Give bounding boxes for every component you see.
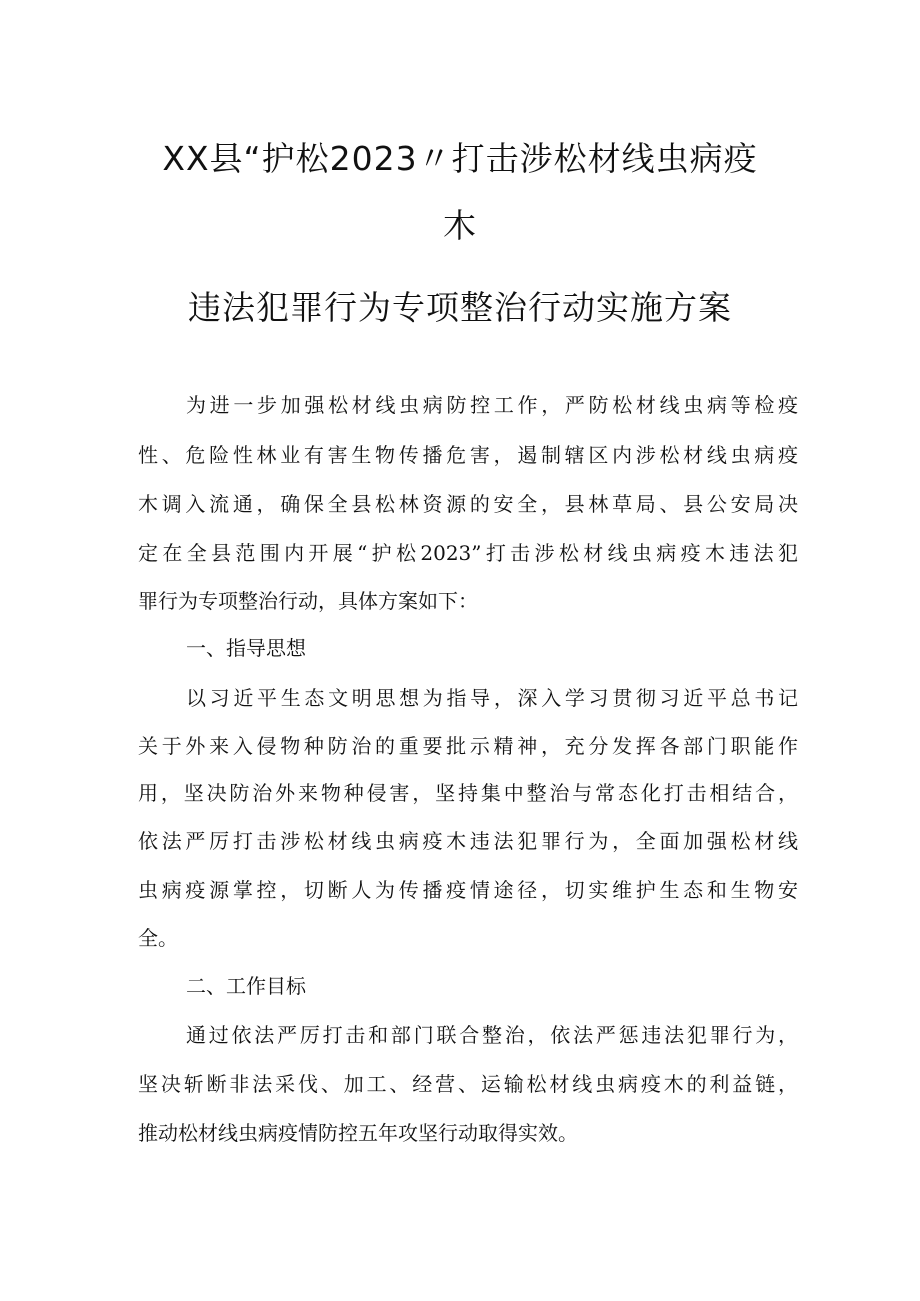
section-heading-work-goals: 二、工作目标 — [186, 974, 306, 998]
document-title-line-1: XX县“护松2023〃打击涉松材线虫病疫 — [162, 139, 758, 178]
guiding-paragraph-line: 依法严厉打击涉松材线虫病疫木违法犯罪行为，全面加强松材线 — [138, 829, 798, 853]
goals-paragraph-line: 推动松材线虫病疫情防控五年攻坚行动取得实效。 — [138, 1121, 578, 1145]
intro-paragraph-line: 定在全县范围内开展“护松2023”打击涉松材线虫病疫木违法犯 — [138, 541, 798, 565]
goals-paragraph-line: 坚决斩断非法采伐、加工、经营、运输松材线虫病疫木的利益链， — [138, 1072, 798, 1096]
section-heading-guiding-ideology: 一、指导思想 — [186, 636, 306, 660]
guiding-paragraph-line: 用，坚决防治外来物种侵害，坚持集中整治与常态化打击相结合， — [138, 781, 798, 805]
intro-paragraph-line: 罪行为专项整治行动，具体方案如下： — [138, 589, 478, 613]
document-title-line-3: 违法犯罪行为专项整治行动实施方案 — [188, 288, 732, 327]
intro-paragraph-line: 木调入流通，确保全县松林资源的安全，县林草局、县公安局决 — [138, 492, 798, 516]
guiding-paragraph-line: 全。 — [138, 926, 178, 950]
guiding-paragraph-line: 关于外来入侵物种防治的重要批示精神，充分发挥各部门职能作 — [138, 734, 798, 758]
guiding-paragraph-line: 虫病疫源掌控，切断人为传播疫情途径，切实维护生态和生物安 — [138, 878, 798, 902]
guiding-paragraph-line: 以习近平生态文明思想为指导，深入学习贯彻习近平总书记 — [186, 686, 798, 710]
document-title-line-2: 木 — [443, 206, 477, 245]
intro-paragraph-line: 性、危险性林业有害生物传播危害，遏制辖区内涉松材线虫病疫 — [138, 443, 798, 467]
goals-paragraph-line: 通过依法严厉打击和部门联合整治，依法严惩违法犯罪行为， — [186, 1023, 798, 1047]
intro-paragraph-line: 为进一步加强松材线虫病防控工作，严防松材线虫病等检疫 — [186, 393, 798, 417]
